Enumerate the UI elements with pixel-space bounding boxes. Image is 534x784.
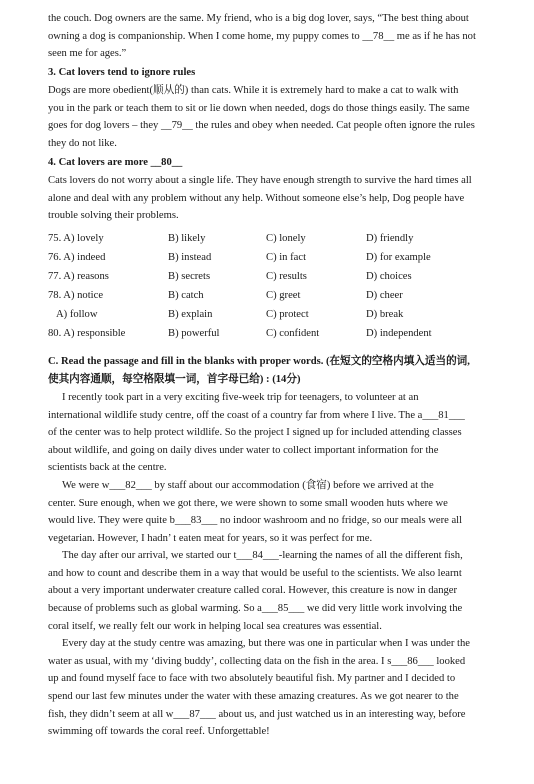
option-b: B) likely	[168, 232, 206, 244]
option-b: B) powerful	[168, 327, 220, 339]
text-line: would live. They were quite b___83___ no indoor washroom and no fridge, so our meals were all	[48, 515, 463, 527]
options-row	[48, 248, 494, 267]
paragraph-c2	[48, 477, 494, 547]
text-line: trouble solving their problems.	[48, 210, 179, 222]
options-table	[48, 229, 494, 343]
text-line: coral itself, we really felt our work in helping local sea creatures was essential.	[48, 620, 382, 632]
option-c: C) results	[266, 270, 307, 282]
option-a: 77. A) reasons	[48, 270, 109, 282]
text-line: about a very important underwater creature called coral. However, this creature is now in danger	[48, 585, 458, 597]
text-line: vegetarian. However, I hadn’ t eaten meat for years, so it was perfect for me.	[48, 532, 373, 544]
option-c: C) confident	[266, 327, 320, 339]
text-line: owning a dog is companionship. When I come home, my puppy comes to __78__ me as if he has not	[48, 30, 476, 42]
text-line: spend our last few minutes under the water with these amazing creatures. As we got nearer to the	[48, 691, 459, 703]
option-a: 76. A) indeed	[48, 251, 106, 263]
options-row	[48, 229, 494, 248]
option-d: D) choices	[366, 270, 412, 282]
text-line: scientists back at the centre.	[48, 462, 167, 474]
paragraph-3	[48, 82, 494, 152]
text-line: you in the park or teach them to sit or lie down when needed, dogs do those things easily. The same	[48, 102, 470, 114]
option-d: D) for example	[366, 251, 431, 263]
option-b: B) explain	[168, 308, 213, 320]
text-line: The day after our arrival, we started our t___84___-learning the names of all the different fish,	[62, 550, 463, 562]
option-c: C) greet	[266, 289, 301, 301]
option-c: C) protect	[266, 308, 309, 320]
option-c: C) in fact	[266, 251, 307, 263]
option-a: 80. A) responsible	[48, 327, 126, 339]
paragraph-c3	[48, 547, 494, 635]
heading-3: 3. Cat lovers tend to ignore rules	[48, 66, 196, 78]
text-line: fish, they didn’t seem at all w___87___ about us, and just watched us in an interesting way, before	[48, 708, 466, 720]
text-line: up and found myself face to face with two absolutely beautiful fish. My partner and I decided to	[48, 673, 456, 685]
text-line: alone and deal with any problem without any help. Without someone else’s help, Dog people have	[48, 192, 465, 204]
text-line: center. Sure enough, when we got there, we were shown to some small wooden huts where we	[48, 497, 448, 509]
options-row	[48, 267, 494, 286]
option-b: B) secrets	[168, 270, 211, 282]
paragraph-4	[48, 172, 494, 225]
section-c-heading	[48, 353, 494, 389]
text-line: they do not like.	[48, 138, 117, 150]
options-row	[48, 324, 494, 343]
section-heading-line: C. Read the passage and fill in the blanks with proper words. (在短文的空格内填入适当的词,	[48, 355, 470, 367]
text-line: of the center was to help protect wildlife. So the project I signed up for included attending classes	[48, 427, 462, 439]
text-line: and how to count and describe them in a way that would be useful to the scientists. We also learnt	[48, 567, 462, 579]
option-a: A) follow	[56, 308, 98, 320]
text-line: Every day at the study centre was amazing, but there was one in particular when I was under the	[62, 638, 471, 650]
text-line: Cats lovers do not worry about a single life. They have enough strength to survive the hard times all	[48, 175, 472, 187]
option-c: C) lonely	[266, 232, 306, 244]
option-d: D) cheer	[366, 289, 403, 301]
text-line: swimming off towards the coral reef. Unforgettable!	[48, 726, 270, 738]
text-line: I recently took part in a very exciting five-week trip for teenagers, to volunteer at an	[62, 391, 419, 403]
text-line: the couch. Dog owners are the same. My friend, who is a big dog lover, says, “The best thing about	[48, 13, 469, 24]
text-line: We were w___82___ by staff about our accommodation (食宿) before we arrived at the	[62, 479, 434, 491]
heading-4: 4. Cat lovers are more __80__	[48, 156, 183, 168]
paragraph-c1	[48, 389, 494, 477]
paragraph-c4	[48, 635, 494, 741]
options-row	[48, 305, 494, 324]
option-d: D) independent	[366, 327, 432, 339]
text-line: international wildlife study centre, off the coast of a country far from where I live. The a___81___	[48, 409, 465, 421]
text-line: water as usual, with my ‘diving buddy’, collecting data on the fish in the area. I s___86___ looked	[48, 655, 466, 667]
section-heading-line: 使其内容通顺，每空格限填一词，首字母已给) : (14分)	[48, 373, 301, 385]
passage-top	[48, 10, 494, 63]
text-line: Dogs are more obedient(顺从的) than cats. While it is extremely hard to make a cat to walk with	[48, 85, 459, 97]
text-line: seen me for ages.”	[48, 48, 127, 60]
option-a: 78. A) notice	[48, 289, 104, 301]
option-a: 75. A) lovely	[48, 232, 104, 244]
options-row	[48, 286, 494, 305]
option-b: B) instead	[168, 251, 212, 263]
option-b: B) catch	[168, 289, 204, 301]
option-d: D) break	[366, 308, 404, 320]
text-line: about wildlife, and going on daily dives under water to collect important information for the	[48, 444, 439, 456]
text-line: because of problems such as global warming. So a___85___ we did very little work involving the	[48, 603, 463, 615]
option-d: D) friendly	[366, 232, 414, 244]
text-line: goes for dog lovers – they __79__ the rules and obey when needed. Cat people often ignore the rules	[48, 120, 475, 132]
